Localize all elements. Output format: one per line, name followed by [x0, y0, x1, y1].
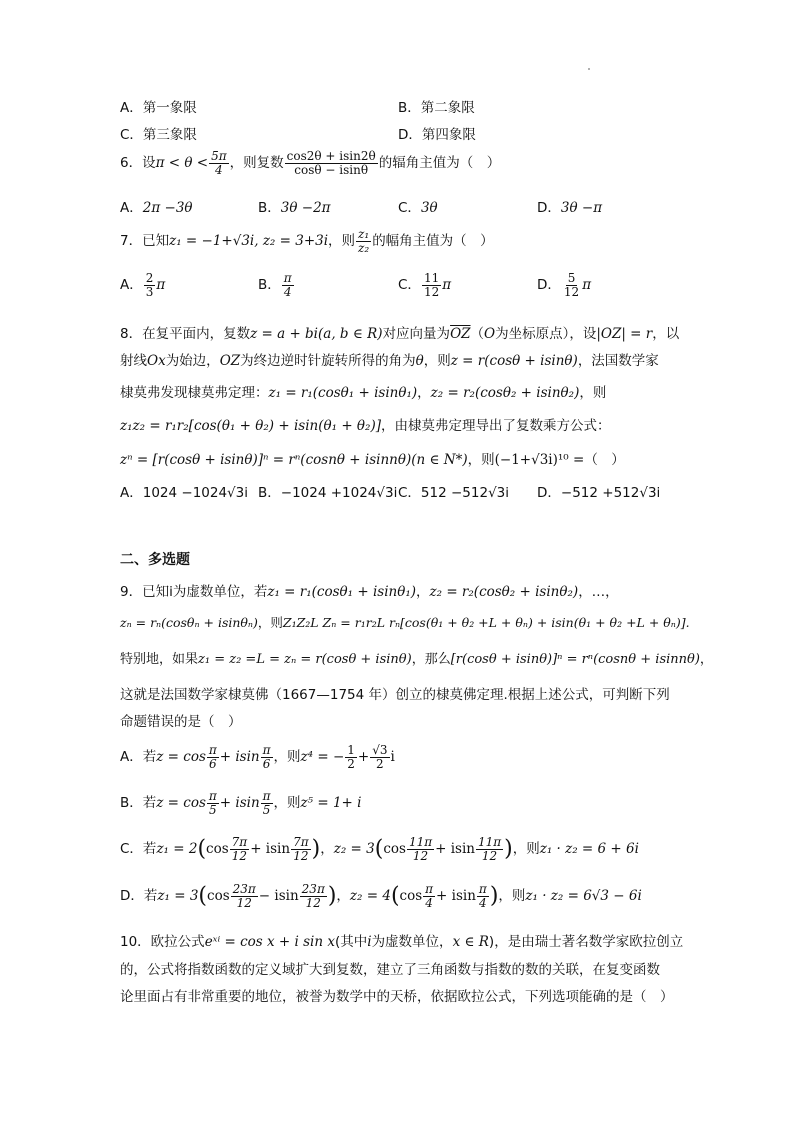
q9-l3c: ，那么: [411, 652, 451, 667]
q6-expression: [285, 150, 378, 176]
q9-line-4: 这就是法国数学家棣莫佛（1667—1754 年）创立的棣莫佛定理.根据上述公式，可判断下列: [120, 687, 670, 703]
q8-option-a: A．1024 −1024√3i: [120, 485, 248, 501]
q7-b-frac: [282, 272, 294, 298]
q8-line-5: [120, 448, 625, 468]
q7-option-b: [258, 272, 295, 298]
q10-l1e: 为虚数单位，: [371, 934, 453, 950]
q9-d-n2: 23π: [301, 882, 325, 896]
q9-c-then: ，则: [512, 841, 540, 858]
q9-d-z1: z₁ = 3: [157, 888, 199, 905]
q10-l1b: eˣⁱ = cos x + i sin x: [204, 934, 335, 950]
q8-line-4: [120, 414, 611, 434]
q9-d-z2: z₂ = 4: [349, 888, 391, 905]
q6-b-label: B．: [258, 200, 281, 216]
q8-l1i: ，以: [652, 326, 680, 342]
q9-c-n1: 7π: [231, 835, 248, 849]
q8-option-d: D．−512 +512√3i: [537, 485, 661, 501]
q9-a-d4: 2: [376, 756, 384, 771]
q9-c-frac2: [291, 836, 311, 862]
q6-d-label: D．: [537, 200, 561, 216]
q9-b-frac1: [207, 790, 219, 816]
q9-c-res: z₁ · z₂ = 6 + 6i: [539, 841, 639, 858]
q7-mid: ，则: [328, 233, 356, 250]
q9-d-frac1: [231, 883, 258, 909]
q8-l3b: z₁ = r₁(cosθ₁ + isinθ₁): [268, 385, 418, 401]
q10-l1c: (其中: [334, 934, 368, 950]
q9-c-lead: C．若: [120, 841, 157, 858]
q8-l2b: Ox: [147, 353, 166, 369]
q9-l3d: [r(cosθ + isinθ)]ⁿ = rⁿ(cosnθ + isinnθ): [450, 652, 700, 667]
q7-d-den: 12: [563, 284, 580, 299]
q9-c-d3: 12: [412, 848, 429, 863]
q9-d-frac3: [423, 883, 435, 909]
q9-l1e: ，…，: [578, 584, 619, 600]
q8-l2h: z = r(cosθ + isinθ): [450, 353, 578, 369]
q7-a-num: 2: [145, 271, 154, 285]
q10-l1d: i: [367, 934, 372, 950]
q7-b-label: B．: [258, 277, 281, 294]
q7-option-a: [120, 272, 165, 298]
q9-c-frac1: [230, 836, 250, 862]
q8-option-b: B．−1024 +1024√3i: [258, 485, 398, 501]
q9-d-frac4: [477, 883, 489, 909]
q9-d-n3: π: [425, 882, 434, 896]
q7-expr: z₁ = −1+√3i, z₂ = 3+3i: [169, 233, 329, 250]
question-6: [120, 150, 500, 176]
q7-ratio-num: z₁: [358, 227, 370, 241]
q6-a-value: 2π −3θ: [142, 200, 193, 216]
q8-l2f: θ: [415, 353, 424, 369]
q9-c-d4: 12: [481, 848, 498, 863]
q9-c-mid2: + isin: [435, 841, 475, 858]
q9-l1b: z₁ = r₁(cosθ₁ + isinθ₁): [267, 584, 417, 600]
q9-a-plus: +: [357, 749, 370, 766]
q7-a-den: 3: [145, 284, 154, 299]
q6-expr-num: cos2θ + isin2θ: [286, 149, 376, 163]
q9-d-d4: 4: [479, 895, 487, 910]
q8-l1a: 8．在复平面内，复数: [120, 326, 251, 342]
q6-a-label: A．: [120, 200, 143, 216]
q8-l5c: (−1+√3i)¹⁰ =: [494, 452, 585, 468]
q9-a-z: z = cos: [156, 749, 206, 766]
q9-option-b: [120, 790, 361, 816]
q9-l1c: ，: [416, 584, 430, 600]
q9-a-d1: 6: [209, 756, 217, 771]
q6-c-value: 3θ: [420, 200, 438, 216]
section-heading: 二、多选题: [120, 552, 190, 568]
q9-d-d1: 12: [236, 895, 252, 910]
q6-bound-fraction: [209, 150, 229, 176]
q10-line-2: 的，公式将指数函数的定义域扩大到复数，建立了三角函数与指数的数的关联，在复变函数: [120, 962, 660, 978]
q8-line-3: [120, 381, 606, 401]
q9-b-d2: 5: [262, 802, 271, 817]
q8-line-1: [120, 322, 679, 342]
q5-option-b: B．第二象限: [398, 100, 475, 116]
q8-l2i: ，法国数学家: [577, 353, 659, 369]
q9-a-i: i: [390, 749, 395, 766]
q9-line-1: [120, 580, 619, 600]
q6-bound-den: 4: [215, 162, 223, 177]
q9-a-n3: 1: [347, 743, 355, 757]
q9-a-frac4: [370, 744, 389, 770]
q9-c-frac3: [407, 836, 434, 862]
q6-lead: 6．设: [120, 155, 156, 172]
q8-l2a: 射线: [120, 353, 147, 369]
q8-l5a: zⁿ = [r(cosθ + isinθ)]ⁿ = rⁿ(cosnθ + isinnθ)(n ∈ N*): [120, 452, 468, 468]
q8-l3e: ，则: [579, 385, 607, 401]
q8-l1g: 为坐标原点），设: [495, 326, 597, 342]
q7-tail: 的幅角主值为（ ）: [372, 233, 494, 250]
q9-line-5: 命题错误的是（ ）: [120, 714, 242, 730]
q8-l1h: |OZ| = r: [596, 326, 653, 342]
q7-c-label: C．: [398, 277, 421, 294]
q9-a-frac3: [345, 744, 357, 770]
q9-a-n4: √3: [372, 743, 388, 757]
q9-c-z1: z₁ = 2: [156, 841, 198, 858]
q5-option-a: A．第一象限: [120, 100, 197, 116]
q7-c-num: 11: [423, 271, 440, 285]
q9-d-cos2: cos: [399, 888, 423, 905]
q9-l3a: 特别地，如果: [120, 652, 199, 667]
q6-bound-num: 5π: [211, 149, 227, 163]
q7-ratio: [356, 228, 371, 254]
q9-b-then: ，则: [273, 795, 301, 812]
q9-c-cos2: cos: [383, 841, 406, 858]
q7-d-num: 5: [567, 271, 576, 285]
q9-option-c: C．若z₁ = 2(cos $\frac{7\pi}{12}$ + isin $\frac{7\pi}{12}$ )，z₂ = 3(cos $\frac{11\pi}{12}$ + isin $\frac{11\pi}{12}$ )，则z₁ · z₂ = 6 + 6i: [120, 835, 639, 863]
q8-l2g: ，则: [423, 353, 451, 369]
q7-b-den: 4: [283, 284, 292, 299]
q7-a-label: A．: [120, 277, 143, 294]
q9-c-mid: + isin: [250, 841, 291, 858]
q8-l4b: ，由棣莫弗定理导出了复数乘方公式：: [381, 418, 611, 434]
q9-c-sep: ，: [320, 841, 334, 858]
q9-a-frac1: [207, 744, 219, 770]
q8-l2e: 为终边逆时针旋转所得的角为: [240, 353, 416, 369]
q9-a-d2: 6: [262, 756, 271, 771]
q9-c-frac4: [476, 836, 503, 862]
q9-d-n1: 23π: [232, 882, 256, 896]
q9-d-frac2: [300, 883, 327, 909]
q6-option-b: [258, 196, 331, 216]
q9-a-n2: π: [262, 743, 271, 757]
q8-l3c: ，: [417, 385, 431, 401]
q10-line-3: 论里面占有非常重要的地位，被誉为数学中的天桥，依据欧拉公式，下列选项能确的是（ ）: [120, 989, 674, 1005]
q7-a-frac: [144, 272, 156, 298]
q7-option-d: [537, 272, 591, 298]
q9-b-n1: π: [208, 789, 217, 803]
q5-option-c: C．第三象限: [120, 127, 197, 143]
q8-l1b: z = a + bi(a, b ∈ R): [250, 326, 383, 342]
q9-b-lead: B．若: [120, 795, 157, 812]
q9-b-d1: 5: [209, 802, 217, 817]
question-7: [120, 228, 494, 254]
q7-option-c: [398, 272, 451, 298]
q10-l1g: )，是由瑞士著名数学家欧拉创立: [488, 934, 684, 950]
q7-a-tail: π: [156, 277, 166, 294]
q8-l3d: z₂ = r₂(cosθ₂ + isinθ₂): [430, 385, 580, 401]
q9-d-lead: D．若: [120, 888, 158, 905]
q9-a-mid: + isin: [219, 749, 260, 766]
q6-b-value: 3θ −2π: [280, 200, 331, 216]
q8-l5d: （ ）: [584, 452, 625, 468]
q5-option-d: D．第四象限: [398, 127, 476, 143]
q9-c-n4: 11π: [477, 835, 502, 849]
q7-c-den: 12: [423, 284, 440, 299]
q9-option-a: [120, 744, 395, 770]
q8-l4a: z₁z₂ = r₁r₂[cos(θ₁ + θ₂) + isin(θ₁ + θ₂)]: [120, 418, 381, 434]
q9-d-n4: π: [478, 882, 487, 896]
q9-c-d2: 12: [293, 848, 309, 863]
q6-option-d: [537, 196, 602, 216]
q6-c-label: C．: [398, 200, 421, 216]
q9-l2c: Z₁Z₂L Zₙ = r₁r₂L rₙ[cos(θ₁ + θ₂ +L + θₙ) + isin(θ₁ + θ₂ +L + θₙ)].: [282, 615, 690, 630]
q9-d-cos: cos: [207, 888, 230, 905]
q10-l1a: 10．欧拉公式: [120, 934, 205, 950]
q9-a-lead: A．若: [120, 749, 157, 766]
q6-tail: 的辐角主值为（ ）: [378, 155, 501, 172]
q9-l3e: ，: [699, 652, 713, 667]
q10-line-1: [120, 930, 683, 950]
q8-l1e: （: [470, 326, 485, 342]
q9-option-d: D．若z₁ = 3(cos $\frac{23\pi}{12}$ − isin $\frac{23\pi}{12}$ )，z₂ = 4(cos $\frac{\pi}{4}$ + isin $\frac{\pi}{4}$ )，则z₁ · z₂ = 6√3 − 6i: [120, 882, 642, 910]
q9-l2a: zₙ = rₙ(cosθₙ + isinθₙ): [120, 615, 258, 630]
q7-b-num: π: [283, 271, 292, 285]
q9-l3b: z₁ = z₂ =L = zₙ = r(cosθ + isinθ): [198, 652, 412, 667]
q8-option-c: C．512 −512√3i: [398, 485, 510, 501]
q9-d-mid: − isin: [258, 888, 299, 905]
q6-condition: π < θ <: [155, 155, 209, 172]
q9-c-z2: z₂ = 3: [333, 841, 375, 858]
q7-d-label: D．: [537, 277, 561, 294]
q9-d-mid2: + isin: [436, 888, 476, 905]
q7-c-tail: π: [442, 277, 452, 294]
q7-c-frac: [422, 272, 441, 298]
q9-l1a: 9．已知i为虚数单位，若: [120, 584, 268, 600]
q8-l5b: ，则: [467, 452, 495, 468]
q9-a-n1: π: [208, 743, 217, 757]
q7-d-frac: [562, 272, 581, 298]
q6-expr-den: cosθ − isinθ: [294, 162, 369, 177]
q9-a-frac2: [261, 744, 273, 770]
q9-d-sep: ，: [336, 888, 350, 905]
q9-c-d1: 12: [231, 848, 248, 863]
q10-l1f: x ∈ R: [452, 934, 489, 950]
q9-d-res: z₁ · z₂ = 6√3 − 6i: [525, 888, 642, 905]
q9-a-then: ，则: [273, 749, 301, 766]
q8-vector-oz: $\overline{OZ}$: [450, 326, 471, 342]
q8-l1f: O: [484, 326, 496, 342]
q9-a-res: z⁴ = −: [300, 749, 345, 766]
q8-l1c: 对应向量为: [382, 326, 451, 342]
q9-c-n2: 7π: [293, 835, 309, 849]
q9-line-2: [120, 613, 690, 631]
q7-lead: 7．已知: [120, 233, 170, 250]
q6-option-c: [398, 196, 438, 216]
q8-l2c: 为始边，: [165, 353, 220, 369]
q9-d-d2: 12: [305, 895, 321, 910]
q9-b-n2: π: [262, 789, 271, 803]
stray-dot: [588, 68, 590, 70]
q6-d-value: 3θ −π: [560, 200, 603, 216]
q9-l2b: ，则: [257, 615, 283, 630]
q9-d-d3: 4: [425, 895, 433, 910]
q8-line-2: [120, 349, 659, 369]
q8-l3a: 棣莫弗发现棣莫弗定理：: [120, 385, 269, 401]
q9-c-cos: cos: [206, 841, 229, 858]
q9-line-3: [120, 648, 713, 667]
q9-d-then: ，则: [498, 888, 526, 905]
q9-b-mid: + isin: [219, 795, 260, 812]
q8-l2d: OZ: [219, 353, 241, 369]
q9-c-n3: 11π: [408, 835, 433, 849]
q6-mid: ，则复数: [229, 155, 284, 172]
q9-l1d: z₂ = r₂(cosθ₂ + isinθ₂): [429, 584, 579, 600]
q6-option-a: [120, 196, 193, 216]
q9-a-d3: 2: [347, 756, 355, 771]
q9-b-frac2: [261, 790, 273, 816]
q9-b-z: z = cos: [156, 795, 206, 812]
q7-d-tail: π: [582, 277, 592, 294]
q7-ratio-den: z₂: [358, 240, 370, 255]
q9-b-res: z⁵ = 1+ i: [300, 795, 362, 812]
